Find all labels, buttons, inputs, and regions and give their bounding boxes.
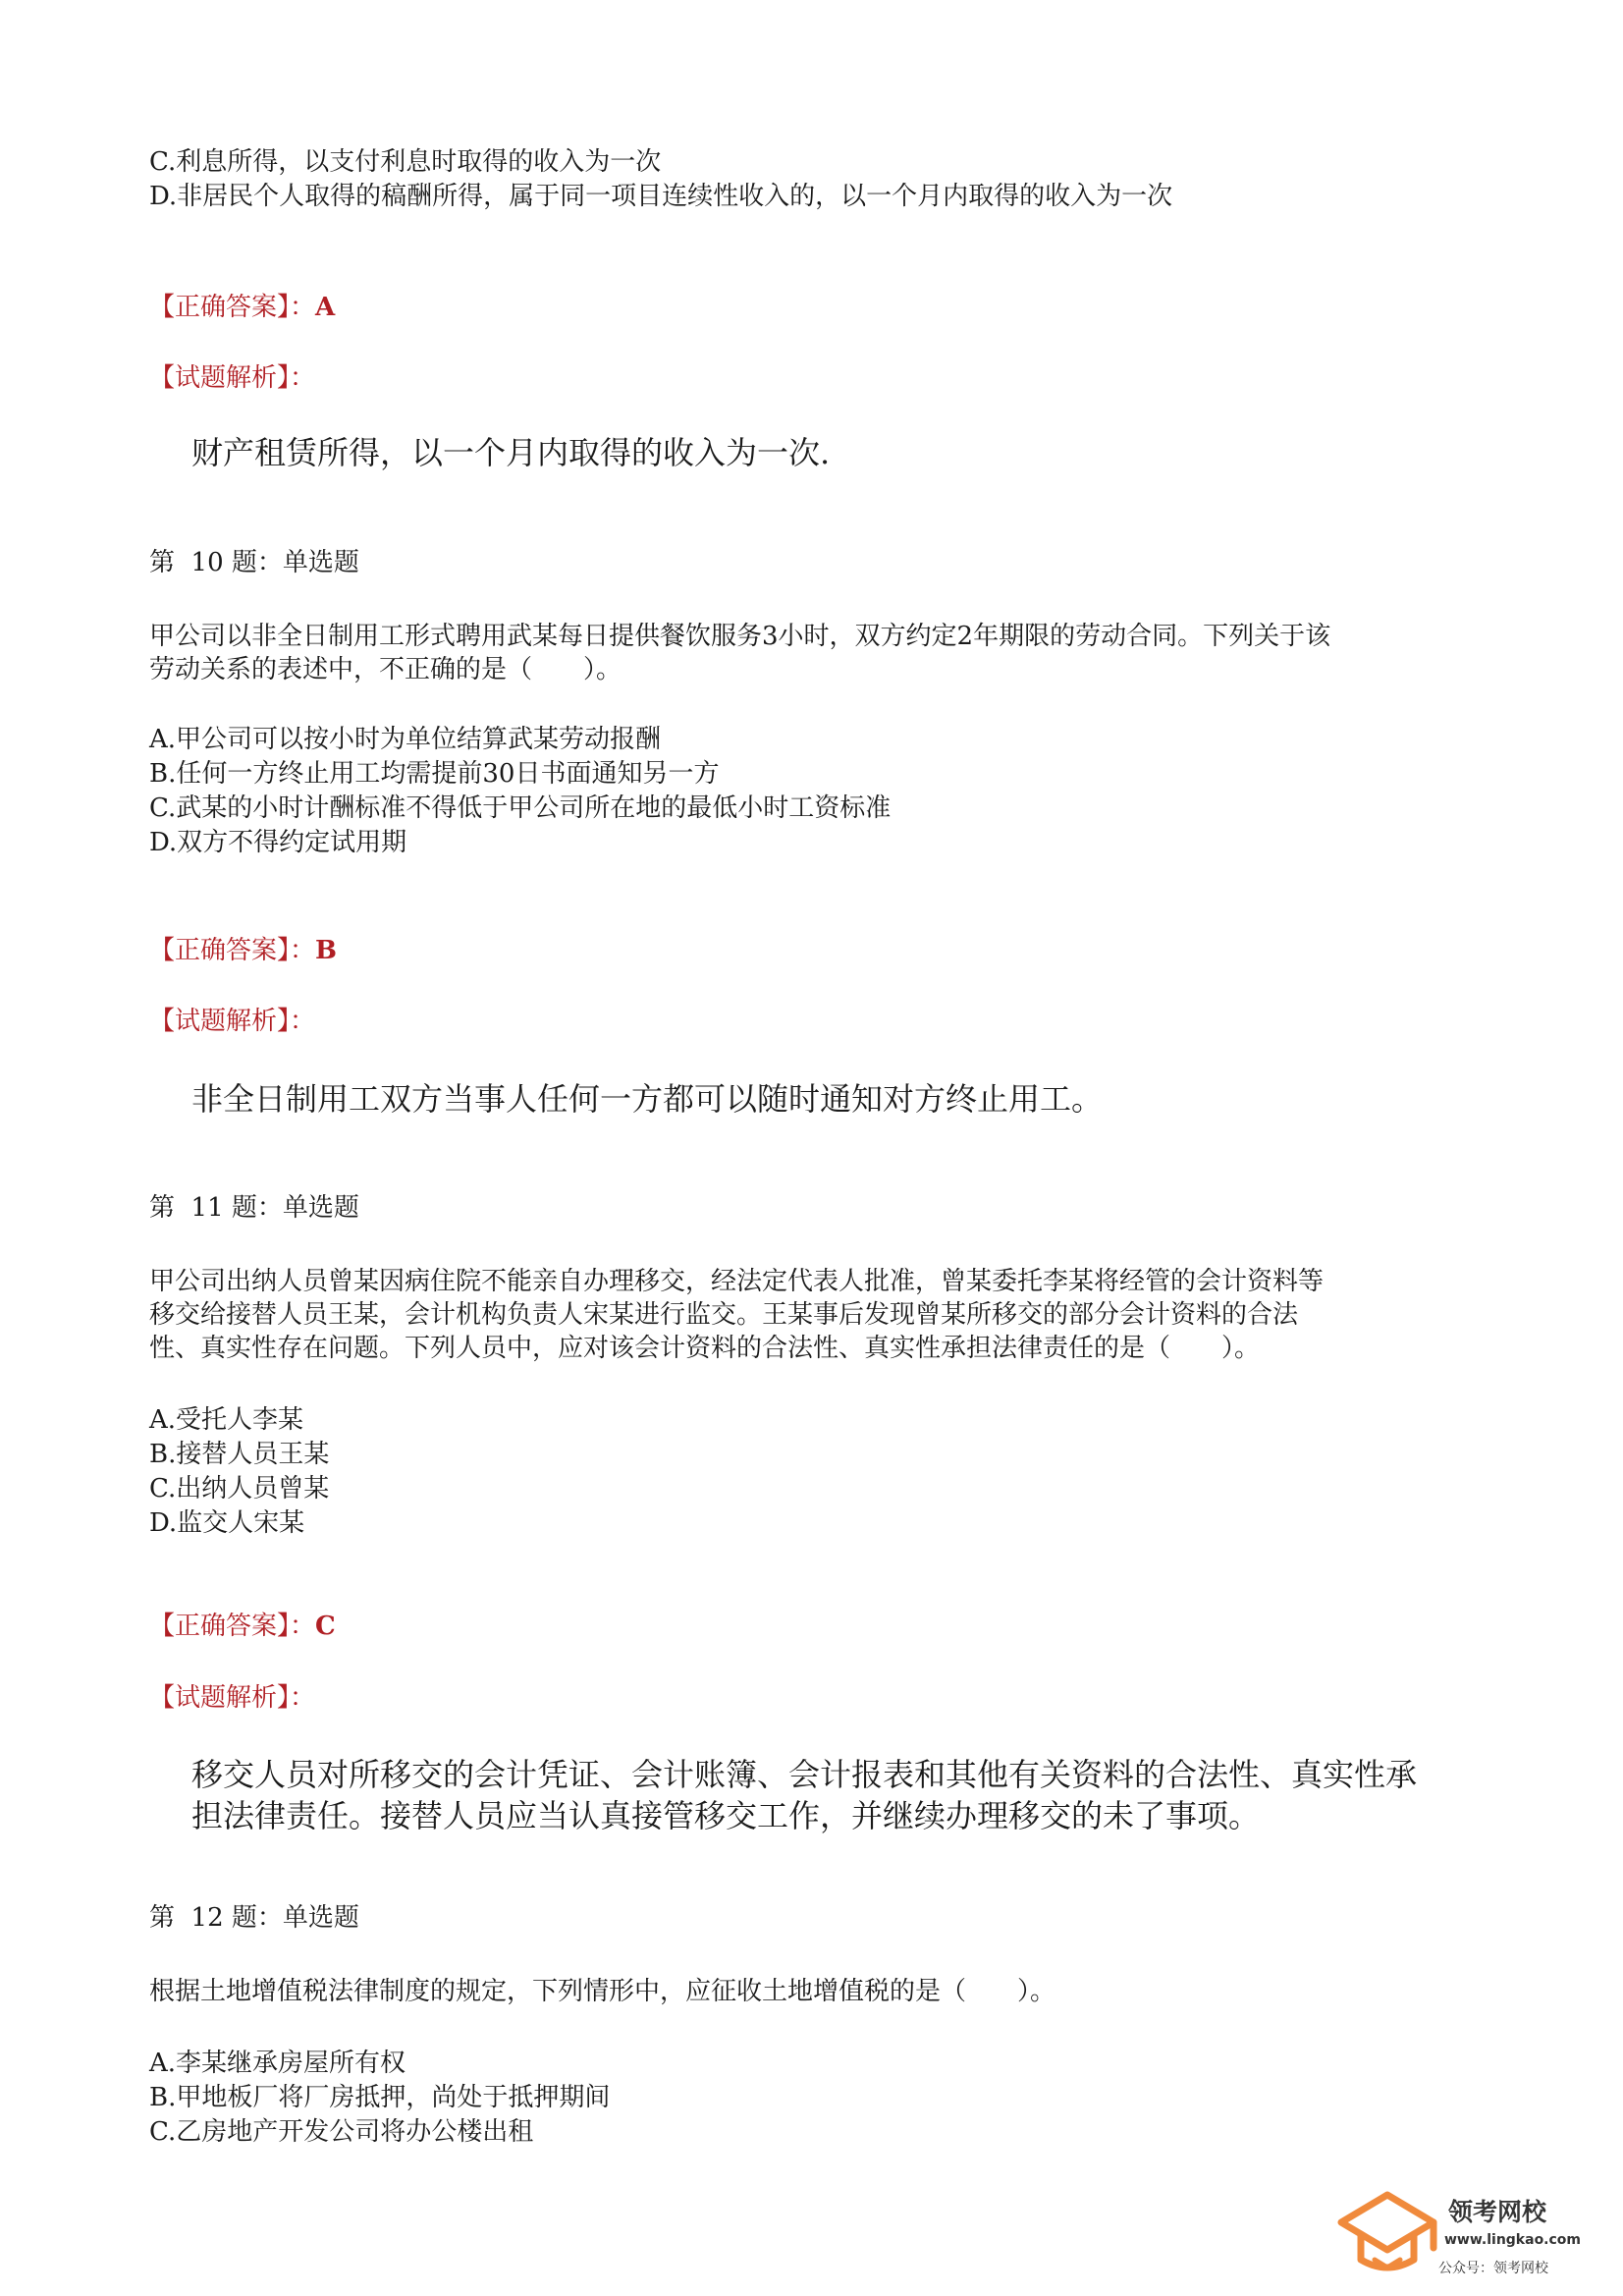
option-d: D.双方不得约定试用期	[149, 828, 407, 857]
question-stem: 甲公司出纳人员曾某因病住院不能亲自办理移交，经法定代表人批准，曾某委托李某将经管的会计资料等	[149, 1267, 1325, 1296]
question-header	[149, 1901, 359, 1935]
question-number: 10	[190, 548, 224, 577]
question-prefix: 第	[149, 1903, 176, 1933]
answer-value: B	[315, 936, 337, 965]
option-c: C.出纳人员曾某	[149, 1474, 330, 1503]
question-type: 题：单选题	[231, 548, 359, 577]
logo-title: 领考网校	[1448, 2198, 1547, 2226]
answer-value: C	[315, 1612, 336, 1641]
question-header	[149, 1191, 359, 1225]
question-number: 11	[190, 1193, 224, 1223]
question-type: 题：单选题	[231, 1193, 359, 1223]
watermark-logo	[1333, 2175, 1608, 2283]
answer-line	[149, 291, 335, 324]
question-type: 题：单选题	[231, 1903, 359, 1933]
answer-line	[149, 934, 337, 967]
question-stem: 根据土地增值税法律制度的规定，下列情形中，应征收土地增值税的是（ ）。	[149, 1977, 1056, 2006]
analysis-label: 【试题解析】：	[149, 363, 316, 393]
logo-wechat-account: 公众号：领考网校	[1438, 2261, 1548, 2276]
question-number: 12	[190, 1903, 224, 1933]
analysis-text: 移交人员对所移交的会计凭证、会计账簿、会计报表和其他有关资料的合法性、真实性承	[191, 1756, 1418, 1793]
option-a: A.李某继承房屋所有权	[149, 2049, 406, 2078]
answer-label: 【正确答案】：	[149, 293, 316, 322]
question-prefix: 第	[149, 1193, 176, 1223]
logo-url: www.lingkao.com	[1444, 2232, 1582, 2248]
analysis-label: 【试题解析】：	[149, 1007, 316, 1036]
analysis-label: 【试题解析】：	[149, 1683, 316, 1713]
option-d: D.非居民个人取得的稿酬所得，属于同一项目连续性收入的，以一个月内取得的收入为一次	[149, 182, 1173, 211]
analysis-text: 非全日制用工双方当事人任何一方都可以随时通知对方终止用工。	[191, 1080, 1104, 1118]
answer-label: 【正确答案】：	[149, 1612, 316, 1641]
question-stem: 劳动关系的表述中，不正确的是（ ）。	[149, 655, 622, 684]
graduation-cap-icon	[1333, 2175, 1441, 2283]
option-d: D.监交人宋某	[149, 1508, 305, 1538]
question-header	[149, 546, 359, 579]
option-b: B.接替人员王某	[149, 1440, 330, 1469]
option-a: A.甲公司可以按小时为单位结算武某劳动报酬	[149, 725, 662, 754]
option-c: C.武某的小时计酬标准不得低于甲公司所在地的最低小时工资标准	[149, 793, 892, 823]
question-stem: 性、真实性存在问题。下列人员中，应对该会计资料的合法性、真实性承担法律责任的是（ ）。	[149, 1334, 1261, 1363]
option-b: B.甲地板厂将厂房抵押，尚处于抵押期间	[149, 2083, 611, 2112]
option-b: B.任何一方终止用工均需提前30日书面通知另一方	[149, 759, 720, 789]
option-a: A.受托人李某	[149, 1405, 304, 1435]
question-prefix: 第	[149, 548, 176, 577]
answer-line	[149, 1610, 336, 1643]
option-c: C.利息所得，以支付利息时取得的收入为一次	[149, 147, 662, 177]
analysis-text: 财产租赁所得，以一个月内取得的收入为一次.	[191, 434, 831, 471]
question-stem: 移交给接替人员王某，会计机构负责人宋某进行监交。王某事后发现曾某所移交的部分会计资料的合法	[149, 1300, 1299, 1330]
analysis-text: 担法律责任。接替人员应当认真接管移交工作，并继续办理移交的未了事项。	[191, 1797, 1261, 1834]
answer-value: A	[315, 293, 336, 322]
option-c: C.乙房地产开发公司将办公楼出租	[149, 2117, 534, 2147]
answer-label: 【正确答案】：	[149, 936, 316, 965]
question-stem: 甲公司以非全日制用工形式聘用武某每日提供餐饮服务3小时，双方约定2年期限的劳动合同。下列关于该	[149, 622, 1331, 651]
